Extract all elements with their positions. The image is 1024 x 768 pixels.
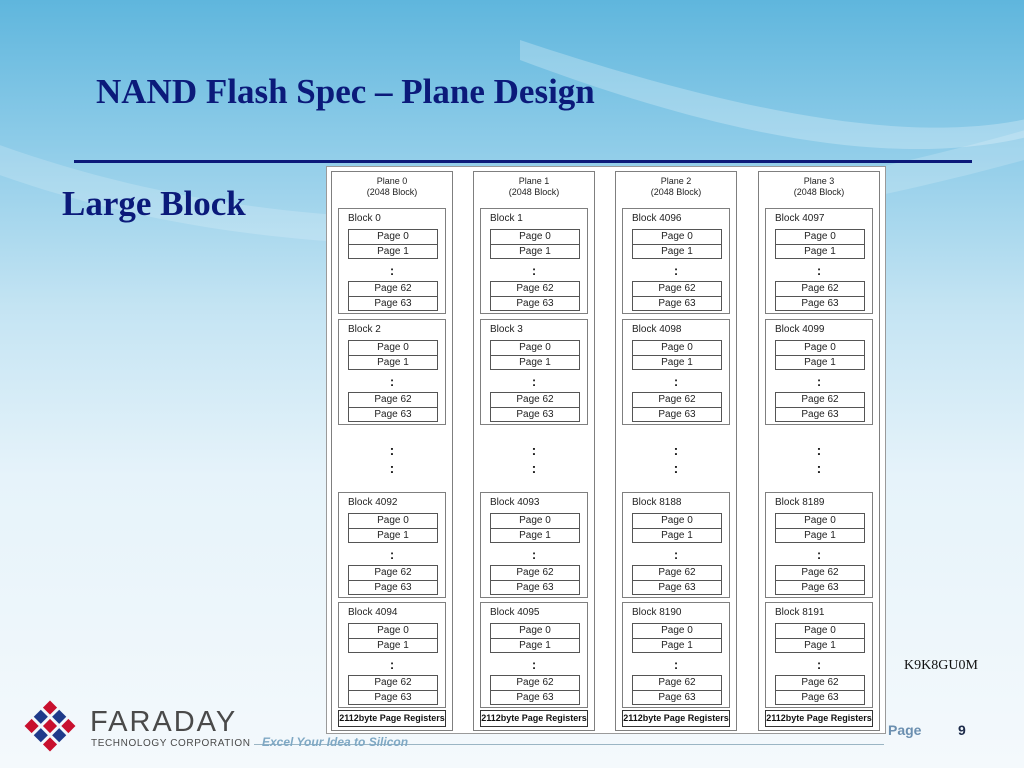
block bbox=[338, 492, 446, 598]
block bbox=[480, 602, 588, 708]
page-group-first bbox=[348, 513, 438, 543]
page-cell: Page 63 bbox=[349, 296, 437, 311]
tagline: Excel Your Idea to Silicon bbox=[262, 735, 409, 749]
block bbox=[622, 208, 730, 314]
page-group-last bbox=[348, 565, 438, 595]
plane-2 bbox=[615, 171, 737, 731]
plane-header bbox=[616, 176, 736, 198]
page-group-first bbox=[490, 229, 580, 259]
block-ellipsis: : bbox=[389, 442, 395, 458]
page-ellipsis: : bbox=[673, 657, 679, 672]
plane-header bbox=[759, 176, 879, 198]
block-label: Block 8189 bbox=[775, 497, 825, 508]
page-cell: Page 63 bbox=[633, 407, 721, 422]
page-cell: Page 1 bbox=[776, 638, 864, 653]
page-label: Page bbox=[888, 722, 922, 738]
page-group-last bbox=[632, 565, 722, 595]
page-cell: Page 0 bbox=[377, 625, 409, 636]
plane-block-count: (2048 Block) bbox=[508, 187, 560, 197]
page-group-first bbox=[632, 229, 722, 259]
page-group-first bbox=[775, 623, 865, 653]
plane-block-count: (2048 Block) bbox=[650, 187, 702, 197]
block-label: Block 3 bbox=[490, 324, 523, 335]
page-cell: Page 63 bbox=[776, 407, 864, 422]
plane-header bbox=[332, 176, 452, 198]
plane-diagram bbox=[326, 166, 886, 734]
page-cell: Page 62 bbox=[374, 567, 412, 578]
block-label: Block 2 bbox=[348, 324, 381, 335]
page-cell: Page 0 bbox=[661, 515, 693, 526]
page-cell: Page 62 bbox=[801, 567, 839, 578]
page-cell: Page 62 bbox=[801, 394, 839, 405]
title-underline bbox=[74, 160, 972, 163]
page-register: 2112byte Page Registers bbox=[480, 710, 588, 727]
page-group-first bbox=[632, 513, 722, 543]
page-ellipsis: : bbox=[389, 547, 395, 562]
page-group-last bbox=[348, 281, 438, 311]
block bbox=[480, 319, 588, 425]
page-cell: Page 62 bbox=[658, 567, 696, 578]
page-cell: Page 1 bbox=[776, 528, 864, 543]
page-group-first bbox=[490, 513, 580, 543]
block-label: Block 4098 bbox=[632, 324, 682, 335]
slide-title: NAND Flash Spec – Plane Design bbox=[96, 72, 595, 111]
block-ellipsis: : bbox=[673, 460, 679, 476]
page-cell: Page 63 bbox=[491, 296, 579, 311]
page-cell: Page 0 bbox=[519, 625, 551, 636]
page-cell: Page 1 bbox=[633, 244, 721, 259]
page-register: 2112byte Page Registers bbox=[765, 710, 873, 727]
page-cell: Page 0 bbox=[377, 515, 409, 526]
page-ellipsis: : bbox=[673, 263, 679, 278]
block-label: Block 0 bbox=[348, 213, 381, 224]
page-cell: Page 0 bbox=[377, 342, 409, 353]
page-cell: Page 62 bbox=[374, 394, 412, 405]
page-ellipsis: : bbox=[531, 263, 537, 278]
block-label: Block 8188 bbox=[632, 497, 682, 508]
block-label: Block 8190 bbox=[632, 607, 682, 618]
plane-name: Plane 0 bbox=[376, 176, 408, 186]
page-group-last bbox=[775, 281, 865, 311]
page-cell: Page 0 bbox=[804, 625, 836, 636]
page-number: 9 bbox=[958, 722, 966, 738]
page-group-first bbox=[490, 340, 580, 370]
page-cell: Page 1 bbox=[491, 244, 579, 259]
page-cell: Page 0 bbox=[804, 231, 836, 242]
page-ellipsis: : bbox=[816, 263, 822, 278]
faraday-logo-icon bbox=[22, 698, 78, 754]
block bbox=[480, 208, 588, 314]
page-cell: Page 63 bbox=[776, 580, 864, 595]
page-cell: Page 62 bbox=[516, 677, 554, 688]
block-label: Block 1 bbox=[490, 213, 523, 224]
block bbox=[765, 602, 873, 708]
chip-label: K9K8GU0M bbox=[904, 658, 978, 673]
page-group-last bbox=[490, 281, 580, 311]
page-register: 2112byte Page Registers bbox=[338, 710, 446, 727]
page-group-last bbox=[632, 392, 722, 422]
block bbox=[765, 319, 873, 425]
page-cell: Page 62 bbox=[801, 677, 839, 688]
page-group-first bbox=[348, 340, 438, 370]
page-ellipsis: : bbox=[389, 263, 395, 278]
block-ellipsis: : bbox=[816, 442, 822, 458]
page-ellipsis: : bbox=[673, 374, 679, 389]
page-cell: Page 1 bbox=[633, 528, 721, 543]
plane-name: Plane 3 bbox=[803, 176, 835, 186]
block-label: Block 4094 bbox=[348, 607, 398, 618]
page-group-first bbox=[775, 340, 865, 370]
page-group-last bbox=[490, 675, 580, 705]
page-cell: Page 0 bbox=[661, 342, 693, 353]
page-group-first bbox=[632, 340, 722, 370]
page-cell: Page 0 bbox=[804, 515, 836, 526]
page-cell: Page 1 bbox=[491, 355, 579, 370]
page-ellipsis: : bbox=[531, 374, 537, 389]
plane-0 bbox=[331, 171, 453, 731]
page-cell: Page 1 bbox=[776, 355, 864, 370]
block bbox=[480, 492, 588, 598]
page-cell: Page 63 bbox=[491, 580, 579, 595]
block bbox=[765, 208, 873, 314]
page-cell: Page 0 bbox=[804, 342, 836, 353]
page-cell: Page 0 bbox=[519, 231, 551, 242]
block-label: Block 4099 bbox=[775, 324, 825, 335]
page-ellipsis: : bbox=[816, 374, 822, 389]
page-group-last bbox=[348, 392, 438, 422]
page-cell: Page 62 bbox=[658, 677, 696, 688]
plane-block-count: (2048 Block) bbox=[366, 187, 418, 197]
page-ellipsis: : bbox=[531, 657, 537, 672]
page-cell: Page 62 bbox=[658, 283, 696, 294]
page-group-first bbox=[348, 623, 438, 653]
page-group-last bbox=[632, 281, 722, 311]
page-cell: Page 1 bbox=[349, 528, 437, 543]
block-ellipsis: : bbox=[673, 442, 679, 458]
block bbox=[765, 492, 873, 598]
block bbox=[622, 602, 730, 708]
page-group-first bbox=[775, 229, 865, 259]
page-ellipsis: : bbox=[673, 547, 679, 562]
page-cell: Page 0 bbox=[519, 342, 551, 353]
page-group-last bbox=[490, 565, 580, 595]
block-ellipsis: : bbox=[531, 442, 537, 458]
brand-subtitle: TECHNOLOGY CORPORATION bbox=[91, 738, 251, 749]
page-group-last bbox=[775, 565, 865, 595]
page-cell: Page 63 bbox=[349, 580, 437, 595]
slide-subtitle: Large Block bbox=[62, 184, 246, 223]
block-label: Block 4095 bbox=[490, 607, 540, 618]
block bbox=[622, 319, 730, 425]
block-label: Block 4093 bbox=[490, 497, 540, 508]
page-cell: Page 1 bbox=[349, 638, 437, 653]
page-cell: Page 62 bbox=[801, 283, 839, 294]
page-cell: Page 0 bbox=[377, 231, 409, 242]
page-group-first bbox=[348, 229, 438, 259]
page-cell: Page 63 bbox=[633, 690, 721, 705]
page-cell: Page 63 bbox=[349, 690, 437, 705]
page-cell: Page 0 bbox=[661, 231, 693, 242]
page-cell: Page 1 bbox=[349, 355, 437, 370]
page-cell: Page 63 bbox=[491, 407, 579, 422]
page-ellipsis: : bbox=[389, 374, 395, 389]
block bbox=[338, 319, 446, 425]
page-group-last bbox=[775, 392, 865, 422]
page-cell: Page 62 bbox=[374, 677, 412, 688]
page-group-last bbox=[632, 675, 722, 705]
page-group-first bbox=[490, 623, 580, 653]
page-ellipsis: : bbox=[531, 547, 537, 562]
block-label: Block 4092 bbox=[348, 497, 398, 508]
page-group-last bbox=[490, 392, 580, 422]
page-cell: Page 1 bbox=[633, 355, 721, 370]
page-cell: Page 1 bbox=[491, 528, 579, 543]
plane-name: Plane 1 bbox=[518, 176, 550, 186]
page-register: 2112byte Page Registers bbox=[622, 710, 730, 727]
page-cell: Page 0 bbox=[661, 625, 693, 636]
page-cell: Page 1 bbox=[491, 638, 579, 653]
page-group-last bbox=[348, 675, 438, 705]
page-cell: Page 62 bbox=[516, 394, 554, 405]
plane-name: Plane 2 bbox=[660, 176, 692, 186]
page-cell: Page 63 bbox=[633, 296, 721, 311]
plane-header bbox=[474, 176, 594, 198]
page-cell: Page 62 bbox=[374, 283, 412, 294]
block-ellipsis: : bbox=[389, 460, 395, 476]
block bbox=[338, 602, 446, 708]
plane-1 bbox=[473, 171, 595, 731]
block-ellipsis: : bbox=[531, 460, 537, 476]
page-cell: Page 63 bbox=[491, 690, 579, 705]
page-ellipsis: : bbox=[816, 657, 822, 672]
page-group-first bbox=[775, 513, 865, 543]
page-cell: Page 63 bbox=[349, 407, 437, 422]
block-label: Block 4096 bbox=[632, 213, 682, 224]
page-cell: Page 1 bbox=[776, 244, 864, 259]
block bbox=[338, 208, 446, 314]
page-cell: Page 63 bbox=[633, 580, 721, 595]
page-group-last bbox=[775, 675, 865, 705]
brand-name: FARADAY bbox=[90, 706, 238, 738]
block-ellipsis: : bbox=[816, 460, 822, 476]
page-cell: Page 62 bbox=[516, 567, 554, 578]
page-cell: Page 62 bbox=[658, 394, 696, 405]
page-ellipsis: : bbox=[389, 657, 395, 672]
page-cell: Page 62 bbox=[516, 283, 554, 294]
block bbox=[622, 492, 730, 598]
page-cell: Page 0 bbox=[519, 515, 551, 526]
page-ellipsis: : bbox=[816, 547, 822, 562]
page-cell: Page 63 bbox=[776, 690, 864, 705]
page-cell: Page 1 bbox=[349, 244, 437, 259]
plane-3 bbox=[758, 171, 880, 731]
block-label: Block 4097 bbox=[775, 213, 825, 224]
page-cell: Page 63 bbox=[776, 296, 864, 311]
page-group-first bbox=[632, 623, 722, 653]
block-label: Block 8191 bbox=[775, 607, 825, 618]
plane-block-count: (2048 Block) bbox=[793, 187, 845, 197]
page-cell: Page 1 bbox=[633, 638, 721, 653]
